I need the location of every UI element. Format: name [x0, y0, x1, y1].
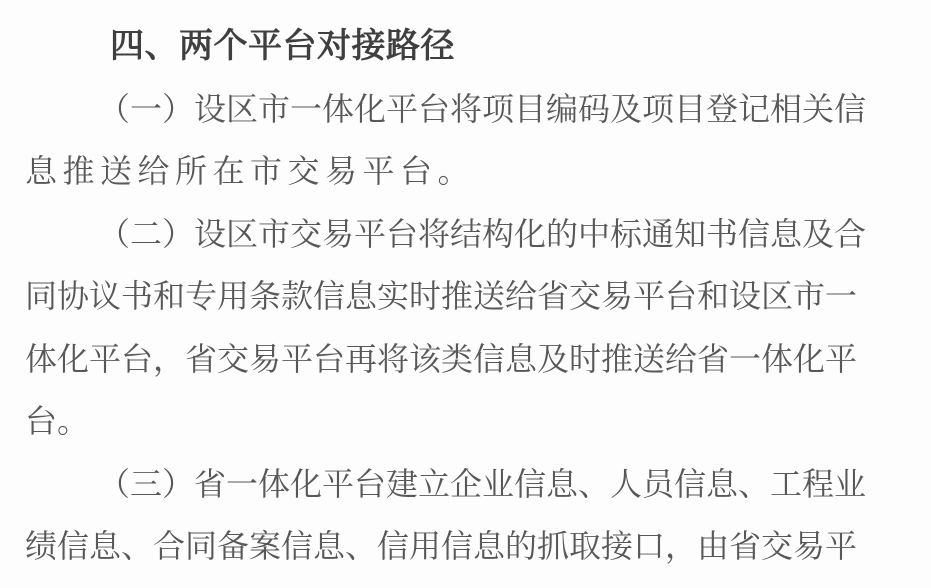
paragraph-1-line-1: （一）设区市一体化平台将项目编码及项目登记相关信 — [98, 89, 867, 128]
section-heading: 四、两个平台对接路径 — [110, 26, 455, 66]
paragraph-3-line-1: （三）省一体化平台建立企业信息、人员信息、工程业 — [98, 464, 867, 503]
paragraph-3-line-2: 绩信息、合同备案信息、信用信息的抓取接口，由省交易平 — [25, 527, 858, 565]
paragraph-2-line-4: 台。 — [25, 402, 90, 440]
paragraph-2-line-3: 体化平台，省交易平台再将该类信息及时推送给省一体化平 — [25, 339, 858, 378]
paragraph-1-line-2: 息推送给所在市交易平台。 — [25, 152, 476, 190]
paragraph-2-line-2: 同协议书和专用条款信息实时推送给省交易平台和设区市一 — [25, 277, 858, 315]
paragraph-2-line-1: （二）设区市交易平台将结构化的中标通知书信息及合 — [98, 214, 867, 253]
